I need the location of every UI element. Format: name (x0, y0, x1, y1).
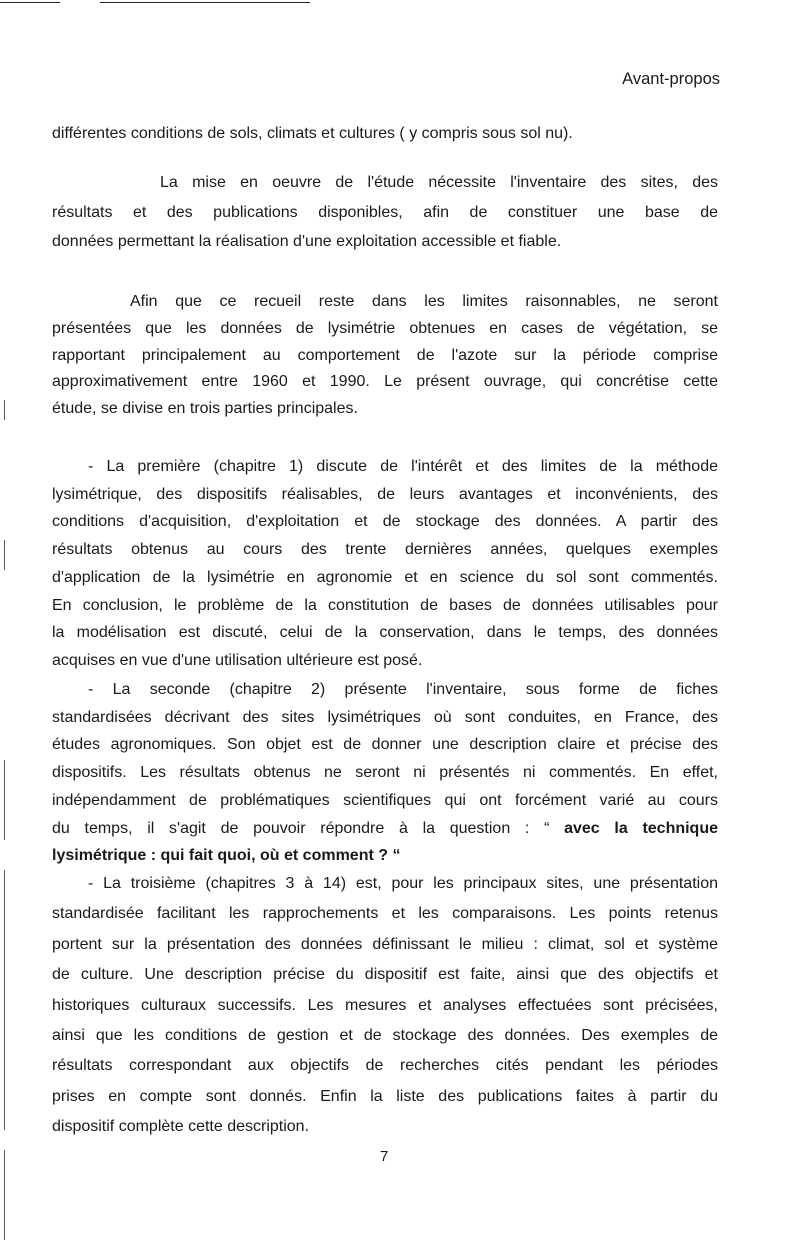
text-line (52, 708, 718, 728)
text-segment: En conclusion, le problème de la constitution de bases de données utilisables pour (52, 596, 718, 614)
text-line (52, 568, 718, 588)
scan-margin-mark (4, 400, 5, 420)
text-segment: la modélisation est discuté, celui de la conservation, dans le temps, des données (52, 624, 718, 642)
text-line (52, 935, 718, 955)
scan-margin-mark (4, 870, 5, 1130)
text-line (52, 399, 718, 419)
text-segment: prises en compte sont donnés. Enfin la liste des publications faites à partir du (52, 1087, 718, 1105)
text-line (88, 874, 718, 894)
text-segment: d'application de la lysimétrie en agronomie et en science du sol sont commentés. (52, 568, 718, 586)
scan-border-line (0, 2, 60, 3)
text-segment: dispositifs. Les résultats obtenus ne seront ni présentés ni commentés. En effet, (52, 764, 718, 782)
text-segment: données permettant la réalisation d'une exploitation accessible et fiable. (52, 233, 562, 250)
text-segment: dispositif complète cette description. (52, 1118, 310, 1136)
text-segment: - La troisième (chapitres 3 à 14) est, pour les principaux sites, une présentation (88, 875, 718, 892)
text-line (52, 735, 718, 755)
text-segment: différentes conditions de sols, climats et cultures ( y compris sous sol nu). (52, 125, 573, 142)
text-line (160, 173, 718, 193)
text-line (130, 292, 718, 312)
text-line (52, 846, 718, 866)
text-segment: études agronomiques. Son objet est de donner une description claire et précise des (52, 736, 718, 754)
text-line (88, 680, 718, 700)
text-line (52, 965, 718, 985)
text-line (88, 457, 718, 477)
page-number: 7 (380, 1148, 389, 1165)
text-line (52, 512, 718, 532)
bold-text: avec la technique (564, 819, 719, 837)
text-segment: standardisée facilitant les rapprochements et les comparaisons. Les points retenus (52, 905, 718, 923)
scan-margin-mark (4, 760, 5, 840)
text-line (52, 904, 718, 924)
scan-margin-mark (4, 540, 5, 570)
text-segment: présentées que les données de lysimétrie obtenues en cases de végétation, se (52, 319, 718, 337)
text-segment: historiques culturaux successifs. Les mesures et analyses effectuées sont précisées, (52, 996, 718, 1014)
text-segment: - La première (chapitre 1) discute de l'intérêt et des limites de la méthode (88, 458, 718, 475)
text-segment: approximativement entre 1960 et 1990. Le présent ouvrage, qui concrétise cette (52, 373, 718, 391)
text-line (52, 485, 718, 505)
text-segment: résultats correspondant aux objectifs de recherches cités pendant les périodes (52, 1057, 718, 1075)
bold-text: lysimétrique : qui fait quoi, où et comment ? “ (52, 847, 401, 865)
text-line (52, 1087, 718, 1107)
text-line (52, 1056, 718, 1076)
text-segment: étude, se divise en trois parties principales. (52, 400, 358, 418)
text-segment: portent sur la présentation des données définissant le milieu : climat, sol et système (52, 935, 718, 953)
text-line (52, 791, 718, 811)
text-segment: résultats obtenus au cours des trente dernières années, quelques exemples (52, 541, 718, 559)
text-segment: du temps, il s'agit de pouvoir répondre à la question : “ (52, 819, 565, 837)
text-segment: de culture. Une description précise du dispositif est faite, ainsi que des objectifs et (52, 966, 718, 984)
text-segment: - La seconde (chapitre 2) présente l'inventaire, sous forme de fiches (88, 681, 718, 698)
text-line (52, 819, 718, 839)
text-segment: indépendamment de problématiques scientifiques qui ont forcément varié au cours (52, 791, 718, 809)
text-segment: ainsi que les conditions de gestion et de stockage des données. Des exemples de (52, 1027, 718, 1044)
text-line (52, 346, 718, 366)
text-line (52, 763, 718, 783)
text-segment: conditions d'acquisition, d'exploitation et de stockage des données. A partir des (52, 513, 718, 531)
scan-margin-mark (4, 1150, 5, 1240)
text-line (52, 232, 718, 252)
text-line (52, 996, 718, 1016)
text-segment: La mise en oeuvre de l'étude nécessite l'inventaire des sites, des (160, 174, 718, 191)
text-segment: standardisées décrivant des sites lysimétriques où sont conduites, en France, des (52, 708, 718, 726)
text-segment: résultats et des publications disponibles, afin de constituer une base de (52, 203, 718, 221)
text-line (52, 319, 718, 339)
text-line (52, 540, 718, 560)
text-segment: Afin que ce recueil reste dans les limites raisonnables, ne seront (130, 293, 718, 310)
text-line (52, 623, 718, 643)
scan-border-line (100, 2, 310, 3)
running-header: Avant-propos (622, 70, 720, 88)
text-line (52, 372, 718, 392)
text-segment: rapportant principalement au comportement de l'azote sur la période comprise (52, 346, 718, 364)
text-segment: acquises en vue d'une utilisation ultérieure est posé. (52, 651, 423, 669)
text-line (52, 1117, 718, 1137)
text-line (52, 124, 718, 144)
text-line (52, 651, 718, 671)
text-line (52, 596, 718, 616)
text-line (52, 1026, 718, 1046)
text-line (52, 203, 718, 223)
text-segment: lysimétrique, des dispositifs réalisables, de leurs avantages et inconvénients, des (52, 485, 718, 503)
